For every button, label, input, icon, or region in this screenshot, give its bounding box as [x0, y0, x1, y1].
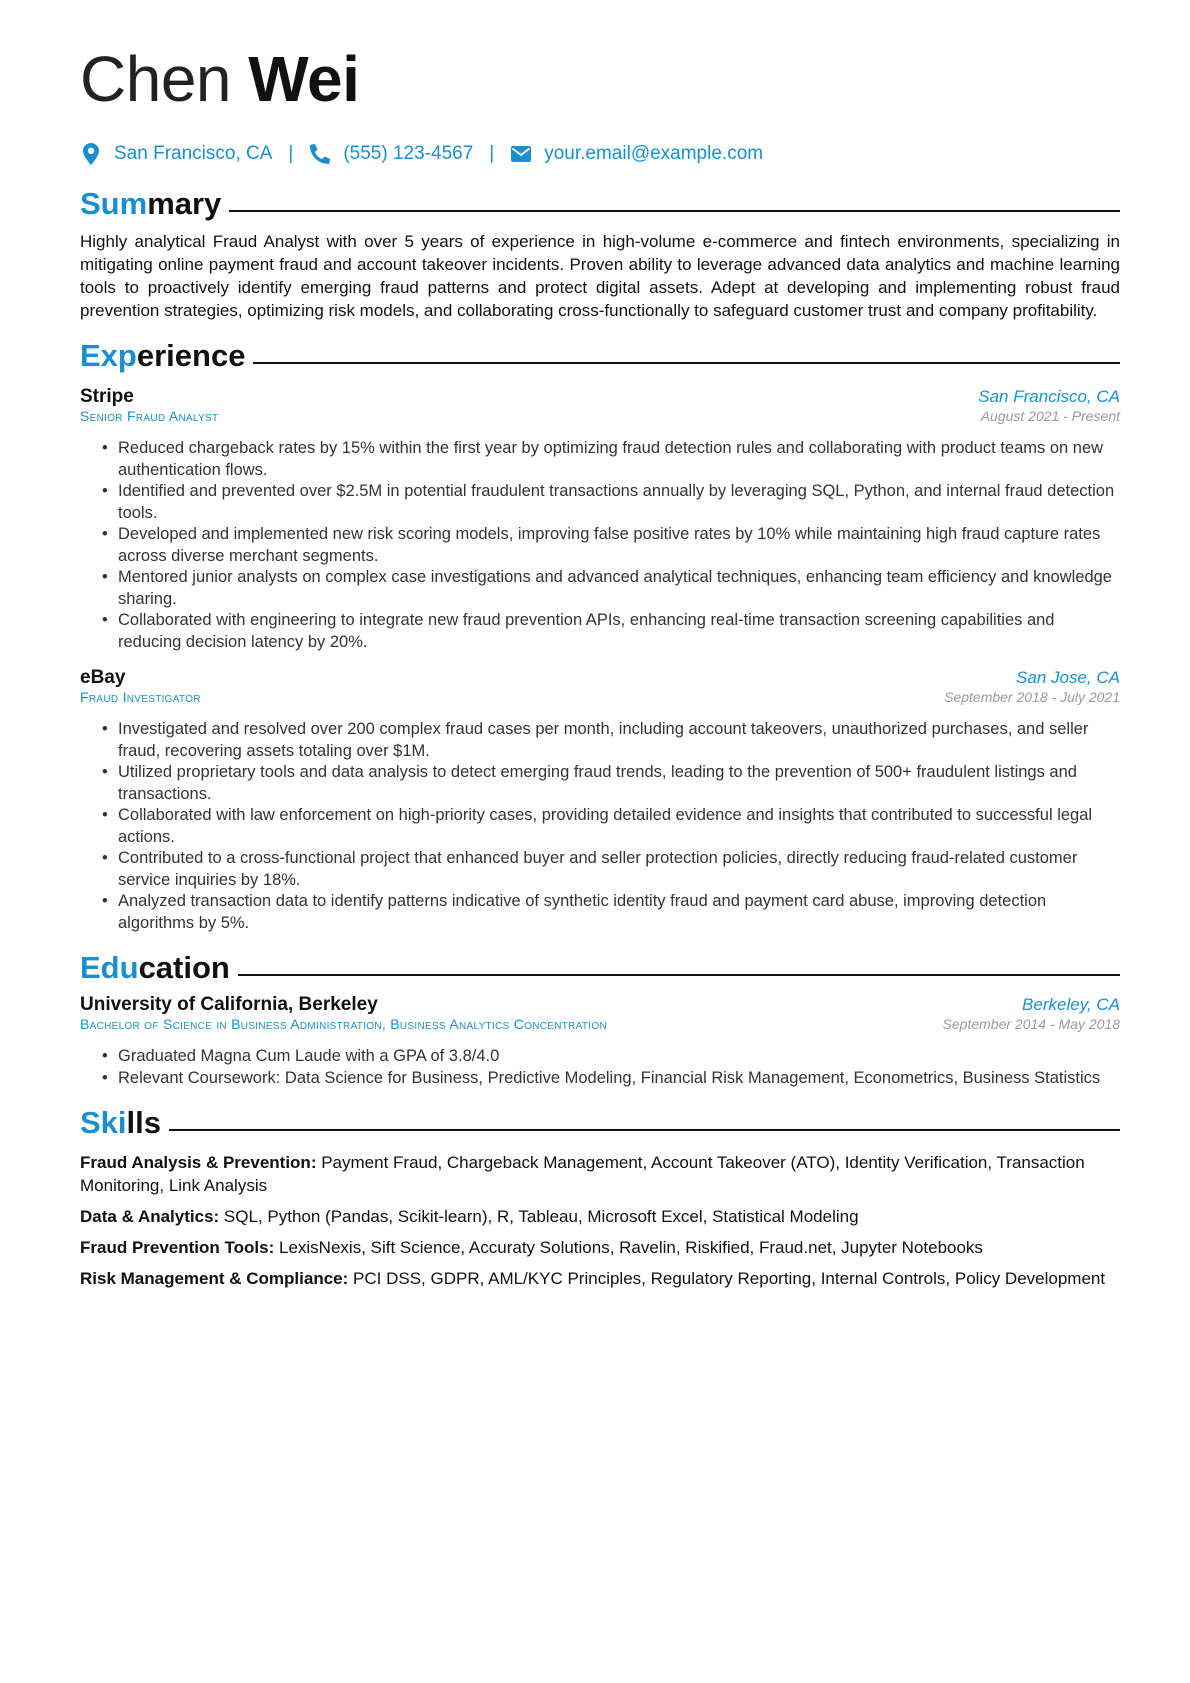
education-heading-rest: cation: [138, 950, 230, 985]
skills-heading: [80, 1103, 1120, 1143]
list-item: • Collaborated with engineering to integrate new fraud prevention APIs, enhancing real-time transaction screening capabilities and reducing decision latency by 20%.: [80, 610, 1120, 653]
contact-separator: |: [288, 143, 294, 164]
skill-category: Risk Management & Compliance:: [80, 1269, 349, 1288]
skill-values: PCI DSS, GDPR, AML/KYC Principles, Regulatory Reporting, Internal Controls, Policy Development: [353, 1269, 1106, 1288]
skill-values: Payment Fraud, Chargeback Management, Account Takeover (ATO), Identity Verification, Transaction Monitoring, Link Analysis: [80, 1153, 1085, 1195]
experience-heading: [80, 336, 1120, 376]
section-divider: [169, 1129, 1120, 1131]
list-item: • Developed and implemented new risk scoring models, improving false positive rates by 10% while maintaining high fraud capture rates across diverse merchant segments.: [80, 524, 1120, 567]
candidate-name: [80, 40, 1120, 118]
experience-heading-rest: erience: [136, 338, 246, 373]
degree-title: Bachelor of Science in Business Administration, Business Analytics Concentration: [80, 1016, 607, 1032]
education-bullets: [80, 1046, 1120, 1089]
contact-email[interactable]: [510, 143, 763, 165]
section-divider: [253, 362, 1120, 364]
location-text: San Francisco, CA: [114, 143, 273, 164]
job-title: Senior Fraud Analyst: [80, 408, 219, 424]
section-divider: [229, 210, 1120, 212]
education-heading-accent: Edu: [80, 950, 139, 985]
skill-category: Fraud Analysis & Prevention:: [80, 1153, 317, 1172]
job-company: Stripe: [80, 386, 134, 407]
contact-bar: [80, 138, 1120, 170]
resume-page: [80, 40, 1120, 1290]
phone-icon: [309, 143, 331, 165]
job-bullets: [80, 719, 1120, 934]
list-item: • Graduated Magna Cum Laude with a GPA of 3.8/4.0: [80, 1046, 1120, 1068]
summary-heading-rest: mary: [147, 186, 222, 221]
skill-line: [80, 1205, 1120, 1228]
list-item: • Collaborated with law enforcement on high-priority cases, providing detailed evidence and insights that contributed to successful legal actions.: [80, 805, 1120, 848]
skill-values: LexisNexis, Sift Science, Accuraty Solutions, Ravelin, Riskified, Fraud.net, Jupyter Notebooks: [279, 1238, 983, 1257]
skill-line: [80, 1151, 1120, 1197]
job-location: San Francisco, CA: [978, 387, 1120, 406]
list-item: • Identified and prevented over $2.5M in potential fraudulent transactions annually by leveraging SQL, Python, and internal fraud detection tools.: [80, 481, 1120, 524]
skills-heading-accent: Ski: [80, 1105, 127, 1140]
last-name: Wei: [248, 43, 360, 115]
list-item: • Mentored junior analysts on complex case investigations and advanced analytical techniques, enhancing team efficiency and knowledge sharing.: [80, 567, 1120, 610]
school-location: Berkeley, CA: [1022, 995, 1120, 1014]
skill-category: Data & Analytics:: [80, 1207, 220, 1226]
list-item: • Contributed to a cross-functional project that enhanced buyer and seller protection policies, directly reducing fraud-related customer service inquiries by 18%.: [80, 848, 1120, 891]
skill-category: Fraud Prevention Tools:: [80, 1238, 275, 1257]
email-link[interactable]: your.email@example.com: [544, 143, 764, 164]
first-name: Chen: [80, 43, 231, 115]
job-entry: [80, 667, 1120, 934]
list-item: • Relevant Coursework: Data Science for Business, Predictive Modeling, Financial Risk Management, Econometrics, Business Statistics: [80, 1068, 1120, 1090]
job-dates: September 2018 - July 2021: [944, 689, 1120, 705]
envelope-icon: [510, 143, 532, 165]
school-name: University of California, Berkeley: [80, 994, 378, 1015]
skill-line: [80, 1236, 1120, 1259]
summary-text: Highly analytical Fraud Analyst with over 5 years of experience in high-volume e-commerce and fintech environments, specializing in mitigating online payment fraud and account takeover incidents. Proven ability to leverage advanced data analytics and machine learning tools to proactively identify emerging fraud patterns and protect digital assets. Adept at developing and implementing robust fraud prevention strategies, optimizing risk models, and collaborating cross-functionally to safeguard customer trust and company profitability.: [80, 232, 1120, 320]
list-item: • Utilized proprietary tools and data analysis to detect emerging fraud trends, leading to the prevention of 500+ fraudulent listings and transactions.: [80, 762, 1120, 805]
education-dates: September 2014 - May 2018: [942, 1016, 1120, 1032]
section-divider: [238, 974, 1120, 976]
job-company: eBay: [80, 667, 126, 688]
summary-heading: [80, 184, 1120, 224]
list-item: • Reduced chargeback rates by 15% within the first year by optimizing fraud detection rules and collaborating with product teams on new authentication flows.: [80, 438, 1120, 481]
list-item: • Analyzed transaction data to identify patterns indicative of synthetic identity fraud and payment card abuse, improving detection algorithms by 5%.: [80, 891, 1120, 934]
job-location: San Jose, CA: [1016, 668, 1120, 687]
job-dates: August 2021 - Present: [980, 408, 1120, 424]
experience-heading-accent: Exp: [80, 338, 137, 373]
list-item: • Investigated and resolved over 200 complex fraud cases per month, including account takeovers, unauthorized purchases, and seller fraud, recovering assets totaling over $1M.: [80, 719, 1120, 762]
phone-text: (555) 123-4567: [343, 143, 474, 164]
job-entry: [80, 386, 1120, 653]
map-pin-icon: [80, 143, 102, 165]
skill-line: [80, 1267, 1120, 1290]
skill-values: SQL, Python (Pandas, Scikit-learn), R, Tableau, Microsoft Excel, Statistical Modeling: [223, 1207, 859, 1226]
job-bullets: [80, 438, 1120, 653]
summary-heading-accent: Sum: [80, 186, 148, 221]
contact-phone[interactable]: [309, 143, 473, 165]
skills-heading-rest: lls: [126, 1105, 161, 1140]
contact-location: [80, 143, 272, 165]
contact-separator: |: [489, 143, 495, 164]
education-heading: [80, 948, 1120, 988]
education-entry: [80, 994, 1120, 1089]
job-title: Fraud Investigator: [80, 689, 201, 705]
